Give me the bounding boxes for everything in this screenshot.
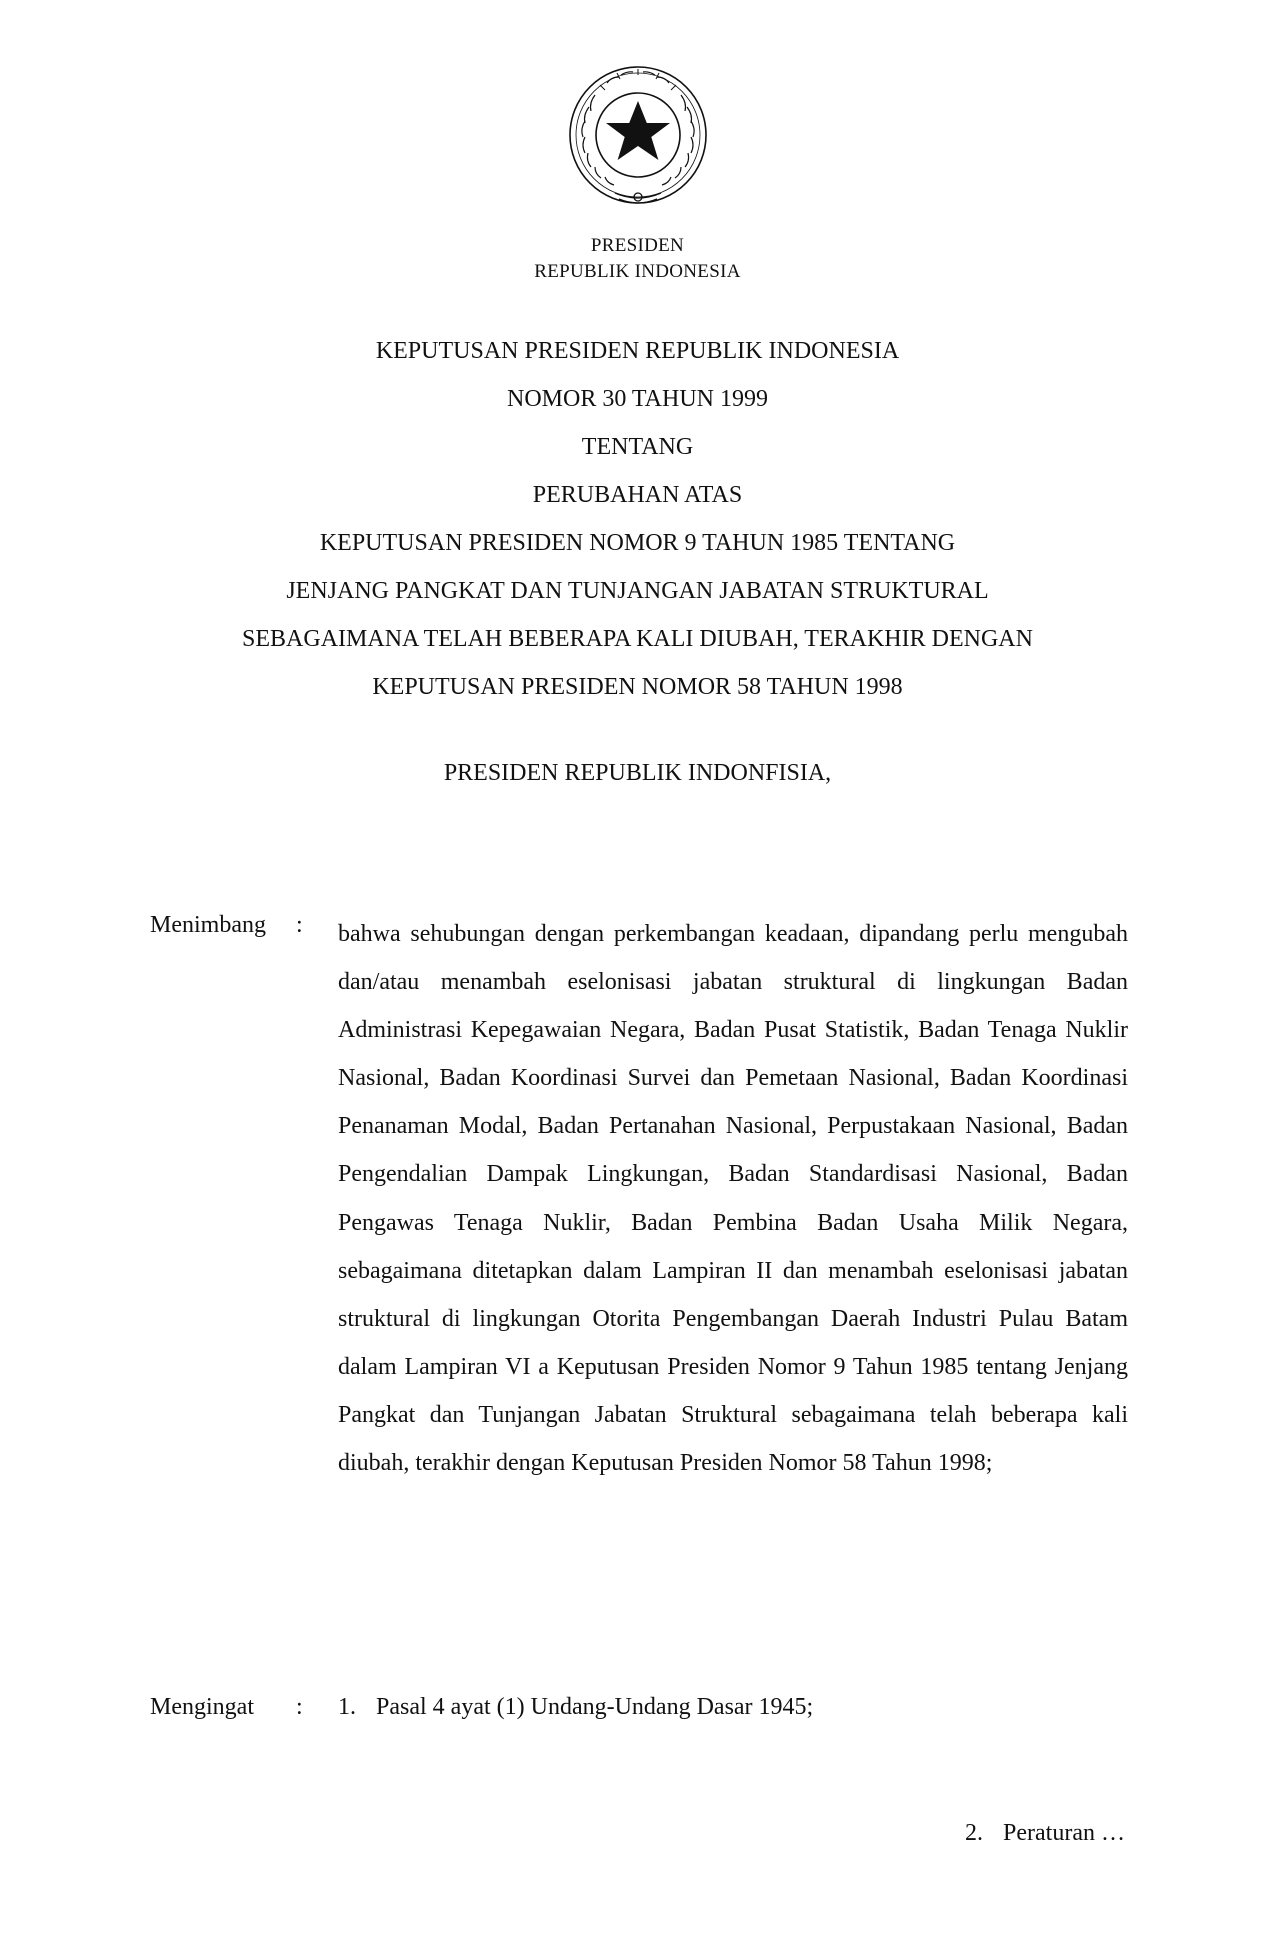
page-continuation [965, 1818, 1125, 1848]
mengingat-item-number: 1. [338, 1694, 356, 1720]
mengingat-item [338, 1692, 813, 1722]
decree-title [0, 327, 1275, 711]
preamble: PRESIDEN REPUBLIK INDONFISIA, [443, 760, 832, 786]
emblem-caption-line2: REPUBLIK INDONESIA [534, 261, 741, 282]
menimbang-colon: : [296, 912, 303, 938]
title-line: TENTANG [581, 434, 694, 460]
continuation-text: Peraturan … [1003, 1820, 1125, 1846]
presidential-emblem-icon [555, 55, 721, 221]
menimbang-text: bahwa sehubungan dengan perkembangan keadaan, dipandang perlu mengubah dan/atau menambah eselonisasi jabatan struktural di lingkungan Badan Administrasi Kepegawaian Negara, Badan Pusat Statistik, Badan Tenaga Nuklir Nasional, Badan Koordinasi Survei dan Pemetaan Nasional, Badan Koordinasi Penanaman Modal, Badan Pertanahan Nasional, Perpustakaan Nasional, Badan Pengendalian Dampak Lingkungan, Badan Standardisasi Nasional, Badan Pengawas Tenaga Nuklir, Badan Pembina Badan Usaha Milik Negara, sebagaimana ditetapkan dalam Lampiran II dan menambah eselonisasi jabatan struktural di lingkungan Otorita Pengembangan Daerah Industri Pulau Batam dalam Lampiran VI a Keputusan Presiden Nomor 9 Tahun 1985 tentang Jenjang Pangkat dan Tunjangan Jabatan Struktural sebagaimana telah beberapa kali diubah, terakhir dengan Keputusan Presiden Nomor 58 Tahun 1998; [338, 921, 1128, 1477]
menimbang-label: Menimbang [150, 912, 266, 938]
mengingat-item-text: Pasal 4 ayat (1) Undang-Undang Dasar 1945; [376, 1694, 814, 1720]
mengingat-colon: : [296, 1694, 303, 1720]
title-line: NOMOR 30 TAHUN 1999 [507, 386, 768, 412]
emblem-caption-line1: PRESIDEN [590, 235, 685, 256]
continuation-number: 2. [965, 1820, 984, 1846]
title-line: SEBAGAIMANA TELAH BEBERAPA KALI DIUBAH, TERAKHIR DENGAN [242, 626, 1033, 652]
title-line: JENJANG PANGKAT DAN TUNJANGAN JABATAN STRUKTURAL [286, 578, 989, 604]
title-line: KEPUTUSAN PRESIDEN REPUBLIK INDONESIA [375, 338, 900, 364]
title-line: KEPUTUSAN PRESIDEN NOMOR 9 TAHUN 1985 TENTANG [319, 530, 956, 556]
title-line: KEPUTUSAN PRESIDEN NOMOR 58 TAHUN 1998 [372, 674, 903, 700]
title-line: PERUBAHAN ATAS [532, 482, 743, 508]
mengingat-label: Mengingat [150, 1694, 254, 1720]
